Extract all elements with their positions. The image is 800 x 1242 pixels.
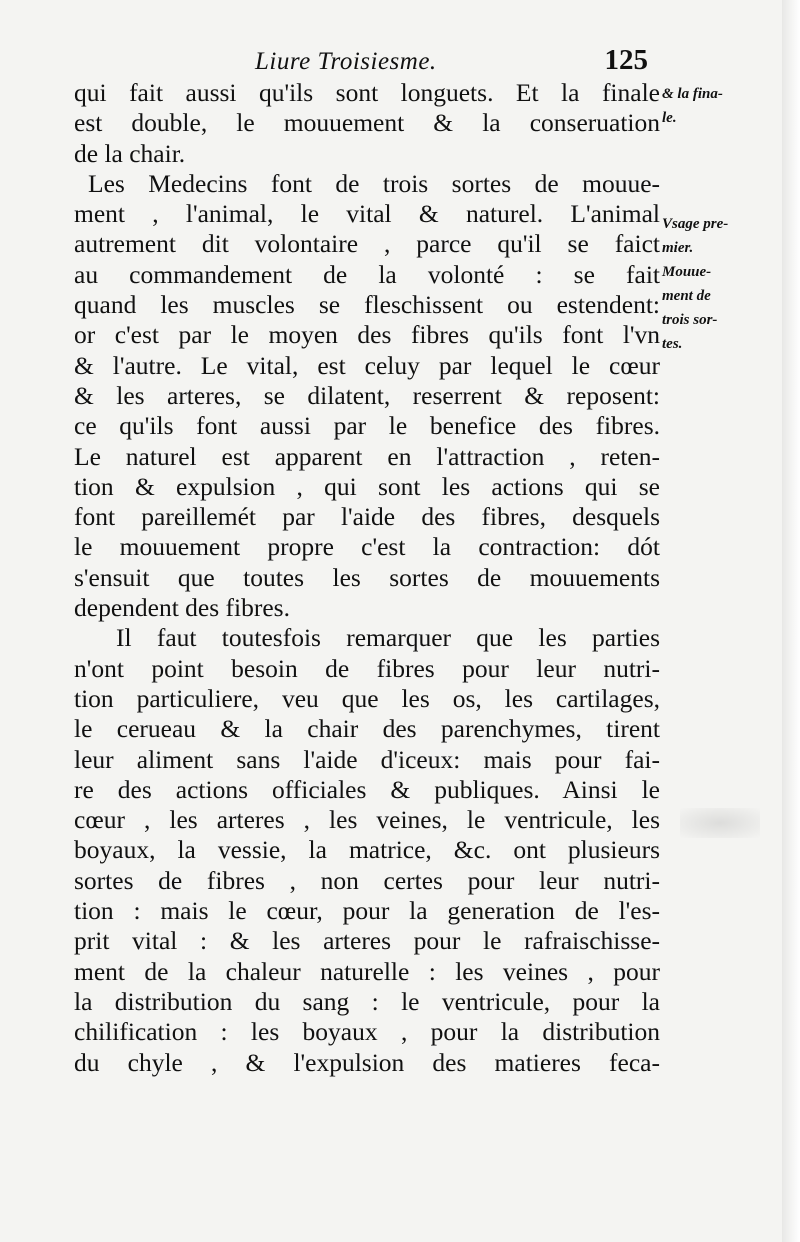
page-header xyxy=(70,44,660,82)
text-line: est double, le mouuement & la conseruation xyxy=(74,108,660,138)
margin-note-line: Mouue- xyxy=(662,264,712,280)
margin-note-line: & la fina- xyxy=(662,86,723,102)
text-line: s'ensuit que toutes les sortes de mouuements xyxy=(74,562,660,592)
text-line: boyaux, la vessie, la matrice, &c. ont plusieurs xyxy=(74,835,660,865)
text-line: de la chair. xyxy=(74,138,186,168)
text-line: or c'est par le moyen des fibres qu'ils font l'vn xyxy=(74,320,660,350)
text-line: le cerueau & la chair des parenchymes, tirent xyxy=(74,714,660,744)
text-line: dependent des fibres. xyxy=(74,593,290,623)
margin-note-line: tes. xyxy=(662,336,683,352)
page-edge xyxy=(782,0,800,1242)
text-line: tion particuliere, veu que les os, les cartilages, xyxy=(74,683,660,713)
margin-note-line: Vsage pre- xyxy=(662,216,729,232)
text-line: re des actions officiales & publiques. Ainsi le xyxy=(74,774,660,804)
text-line: & les arteres, se dilatent, reserrent & reposent: xyxy=(74,380,660,410)
text-line: n'ont point besoin de fibres pour leur nutri- xyxy=(74,653,660,683)
margin-note-line: ment de xyxy=(662,288,711,304)
margin-notes xyxy=(662,82,772,458)
margin-note-line: mier. xyxy=(662,240,694,256)
text-line: le mouuement propre c'est la contraction: dót xyxy=(74,532,660,562)
margin-note-mouuement xyxy=(662,260,772,356)
text-line: du chyle , & l'expulsion des matieres feca- xyxy=(74,1047,660,1077)
margin-note-line: trois sor- xyxy=(662,312,718,328)
text-line: ce qu'ils font aussi par le benefice des fibres. xyxy=(74,411,660,441)
text-line: Le naturel est apparent en l'attraction , reten- xyxy=(74,441,660,471)
text-line: autrement dit volontaire , parce qu'il se faict xyxy=(74,229,660,259)
text-line: & l'autre. Le vital, est celuy par lequel le cœur xyxy=(74,350,660,380)
margin-note-usage xyxy=(662,212,772,260)
text-line: ment de la chaleur naturelle : les veines , pour xyxy=(74,956,660,986)
text-line: chilification : les boyaux , pour la distribution xyxy=(74,1017,660,1047)
text-line: au commandement de la volonté : se fait xyxy=(74,259,660,289)
margin-note-line: le. xyxy=(662,110,677,126)
running-head: Liure Troisiesme. xyxy=(255,48,437,75)
text-line: tion : mais le cœur, pour la generation de l'es- xyxy=(74,896,660,926)
text-line: qui fait aussi qu'ils sont longuets. Et la finale xyxy=(74,78,660,107)
text-line: la distribution du sang : le ventricule, pour la xyxy=(74,986,660,1016)
text-line: quand les muscles se fleschissent ou estendent: xyxy=(74,290,660,320)
text-line: tion & expulsion , qui sont les actions qui se xyxy=(74,471,660,501)
text-line: cœur , les arteres , les veines, le ventricule, les xyxy=(74,805,660,835)
ink-smudge xyxy=(680,808,760,838)
text-line: sortes de fibres , non certes pour leur nutri- xyxy=(74,865,660,895)
margin-note-finale xyxy=(662,82,772,130)
main-text-block xyxy=(74,78,660,1078)
text-line: prit vital : & les arteres pour le rafraischisse- xyxy=(74,926,660,956)
text-line: leur aliment sans l'aide d'iceux: mais pour fai- xyxy=(74,744,660,774)
page-number: 125 xyxy=(604,44,648,76)
text-line: Il faut toutesfois remarquer que les parties xyxy=(116,623,660,653)
text-line: Les Medecins font de trois sortes de mouue- xyxy=(88,168,660,198)
text-line: font pareillemét par l'aide des fibres, desquels xyxy=(74,502,660,532)
text-line: ment , l'animal, le vital & naturel. L'animal xyxy=(74,199,660,229)
